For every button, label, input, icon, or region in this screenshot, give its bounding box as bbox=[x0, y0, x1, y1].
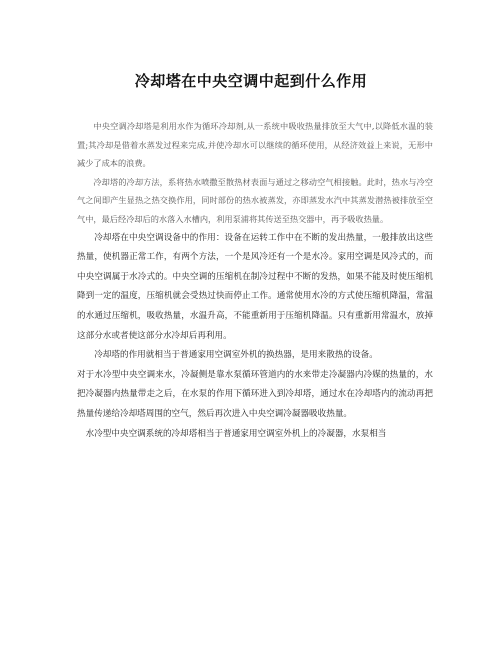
document-body bbox=[77, 117, 433, 444]
paragraph-cooling-tower-definition: 中央空调冷却塔是利用水作为循环冷却剂,从一系统中吸收热量排放至大气中,以降低水温的装置;其冷却是借着水蒸发过程来完成,并使冷却水可以继续的循环使用，从经济效益上来说，无形中减少了成本的浪费。 bbox=[77, 121, 433, 169]
document-title: 冷却塔在中央空调中起到什么作用 bbox=[134, 72, 368, 90]
paragraph-condenser-analogy: 水冷型中央空调系统的冷却塔相当于普通家用空调室外机上的冷凝器，水泵相当 bbox=[85, 428, 387, 439]
paragraph-role-in-hvac: 冷却塔在中央空调设备中的作用：设备在运转工作中在不断的发出热量，一般排放出这些热量，使机器正常工作，有两个方法，一个是风冷还有一个是水冷。家用空调是风冷式的，而中央空调属于水冷式的。中央空调的压缩机在制冷过程中不断的发热，如果不能及时使压缩机降到一定的温度，压缩机就会受热过快而停止工作。通常使用水冷的方式使压缩机降温，常温的水通过压缩机，吸收热量，水温升高，不能重新用于压缩机降温。只有重新用常温水，放掉这部分水或者使这部分水冷却后再利用。 bbox=[77, 232, 433, 341]
paragraph-water-cooled-process: 对于水冷型中央空调来水，冷凝侧是靠水泵循环管道内的水来带走冷凝器内冷媒的热量的，水把冷凝器内热量带走之后，在水泵的作用下循环进入到冷却塔，通过水在冷却塔内的流动再把热量传递给冷却塔周围的空气，然后再次进入中央空调冷凝器吸收热量。 bbox=[77, 369, 433, 419]
paragraph-heat-exchanger-analogy: 冷却塔的作用就相当于普通家用空调室外机的换热器，是用来散热的设备。 bbox=[94, 350, 378, 361]
paragraph-cooling-method: 冷却塔的冷却方法，系将热水喷撒至散热材表面与通过之移动空气相接触。此时，热水与冷空气之间即产生显热之热交换作用，同时部份的热水被蒸发，亦即蒸发水汽中其蒸发潜热被排放至空气中，最后经冷却后的水落入水槽内，利用泵浦将其传送至热交器中，再予吸收热量。 bbox=[77, 176, 433, 224]
